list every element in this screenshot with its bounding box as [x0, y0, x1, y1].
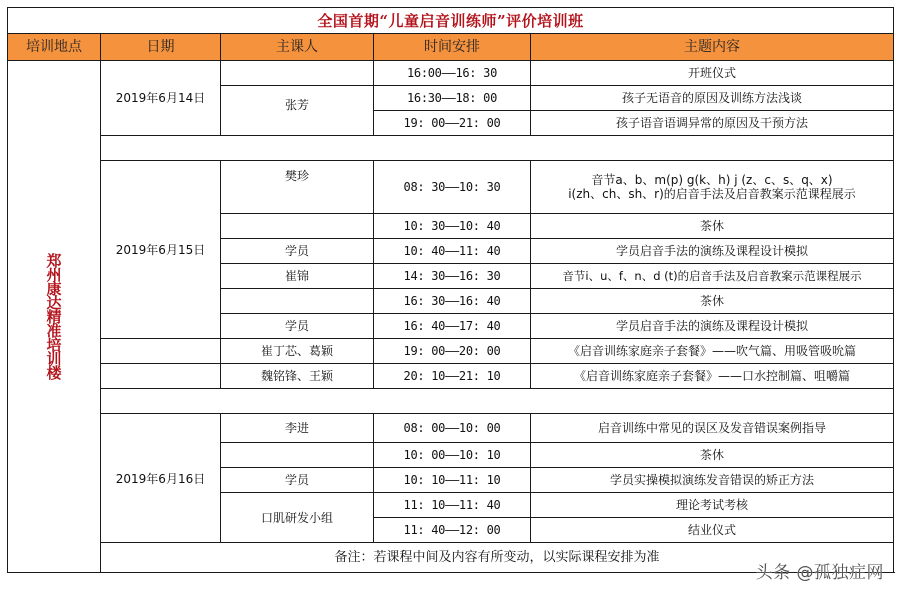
content-cell: [531, 161, 894, 214]
location-char: 精: [46, 307, 62, 326]
teacher-cell: 学员: [221, 314, 374, 339]
date-cell: 2019年6月14日: [101, 61, 221, 136]
date-cell: 2019年6月15日: [101, 161, 221, 339]
content-cell: 音节i、u、f、n、d (t)的启音手法及启音教案示范课程展示: [531, 264, 894, 289]
note-cell: 备注：若课程中间及内容有所变动，以实际课程安排为准: [101, 543, 894, 573]
teacher-cell: 崔丁芯、葛颖: [221, 339, 374, 364]
table-row: [8, 364, 894, 389]
content-cell: 结业仪式: [531, 518, 894, 543]
header-teacher: 主课人: [221, 34, 374, 61]
content-line: 音节a、b、m(p) g(k、h) j (z、c、s、q、x): [591, 173, 833, 187]
location-char: 达: [46, 293, 62, 312]
header-location: 培训地点: [8, 34, 101, 61]
header-row: [8, 34, 894, 61]
time-cell: 08: 00——10: 00: [374, 414, 531, 443]
location-char: 州: [46, 265, 62, 284]
time-cell: 20: 10——21: 10: [374, 364, 531, 389]
content-cell: 《启音训练家庭亲子套餐》——口水控制篇、咀嚼篇: [531, 364, 894, 389]
time-cell: 19: 00——21: 00: [374, 111, 531, 136]
location-char: 康: [46, 279, 62, 298]
time-cell: 16:30——18: 00: [374, 86, 531, 111]
content-cell: 理论考试考核: [531, 493, 894, 518]
teacher-cell: 崔锦: [221, 264, 374, 289]
time-cell: 16:00——16: 30: [374, 61, 531, 86]
time-cell: 16: 40——17: 40: [374, 314, 531, 339]
teacher-cell: 魏铭锋、王颖: [221, 364, 374, 389]
teacher-cell: 李进: [221, 414, 374, 443]
content-cell: 茶休: [531, 214, 894, 239]
header-content: 主题内容: [531, 34, 894, 61]
location-char: 楼: [46, 363, 62, 382]
table-row: [8, 414, 894, 443]
teacher-cell: [221, 443, 374, 468]
spacer-row: [8, 389, 894, 414]
content-cell: 学员实操模拟演练发音错误的矫正方法: [531, 468, 894, 493]
spacer-row: [8, 136, 894, 161]
teacher-cell: 樊珍: [221, 161, 374, 214]
content-cell: 孩子无语音的原因及训练方法浅谈: [531, 86, 894, 111]
location-cell: [8, 61, 101, 573]
time-cell: 10: 00——10: 10: [374, 443, 531, 468]
time-cell: 16: 30——16: 40: [374, 289, 531, 314]
time-cell: 10: 10——11: 10: [374, 468, 531, 493]
table-row: [8, 61, 894, 86]
teacher-cell: [221, 289, 374, 314]
content-cell: 《启音训练家庭亲子套餐》——吹气篇、用吸管吸吮篇: [531, 339, 894, 364]
spacer-cell: [101, 136, 894, 161]
content-cell: 茶休: [531, 289, 894, 314]
content-cell: 茶休: [531, 443, 894, 468]
content-cell: 孩子语音语调异常的原因及干预方法: [531, 111, 894, 136]
time-cell: 10: 30——10: 40: [374, 214, 531, 239]
location-char: 训: [46, 349, 62, 368]
content-cell: 开班仪式: [531, 61, 894, 86]
teacher-cell: 学员: [221, 468, 374, 493]
date-cell: [101, 339, 221, 364]
content-line: i(zh、ch、sh、r)的启音手法及启音教案示范课程展示: [568, 187, 856, 201]
teacher-cell: [221, 61, 374, 86]
date-cell: 2019年6月16日: [101, 414, 221, 543]
time-cell: 11: 10——11: 40: [374, 493, 531, 518]
content-cell: 启音训练中常见的误区及发音错误案例指导: [531, 414, 894, 443]
date-cell: [101, 364, 221, 389]
teacher-cell: 学员: [221, 239, 374, 264]
time-cell: 11: 40——12: 00: [374, 518, 531, 543]
teacher-cell: 张芳: [221, 86, 374, 136]
header-time: 时间安排: [374, 34, 531, 61]
header-date: 日期: [101, 34, 221, 61]
teacher-cell: [221, 214, 374, 239]
watermark: 头条 @孤独症网: [755, 563, 884, 583]
time-cell: 19: 00——20: 00: [374, 339, 531, 364]
location-char: 培: [46, 335, 62, 354]
spacer-cell: [101, 389, 894, 414]
table-title: 全国首期“儿童启音训练师”评价培训班: [8, 8, 894, 34]
location-char: 郑: [46, 251, 62, 270]
table-row: [8, 339, 894, 364]
teacher-cell: 口肌研发小组: [221, 493, 374, 543]
location-char: 准: [46, 321, 62, 340]
time-cell: 10: 40——11: 40: [374, 239, 531, 264]
table-row: [8, 161, 894, 214]
content-cell: 学员启音手法的演练及课程设计模拟: [531, 239, 894, 264]
content-cell: 学员启音手法的演练及课程设计模拟: [531, 314, 894, 339]
time-cell: 14: 30——16: 30: [374, 264, 531, 289]
schedule-table: [7, 7, 894, 573]
time-cell: 08: 30——10: 30: [374, 161, 531, 214]
